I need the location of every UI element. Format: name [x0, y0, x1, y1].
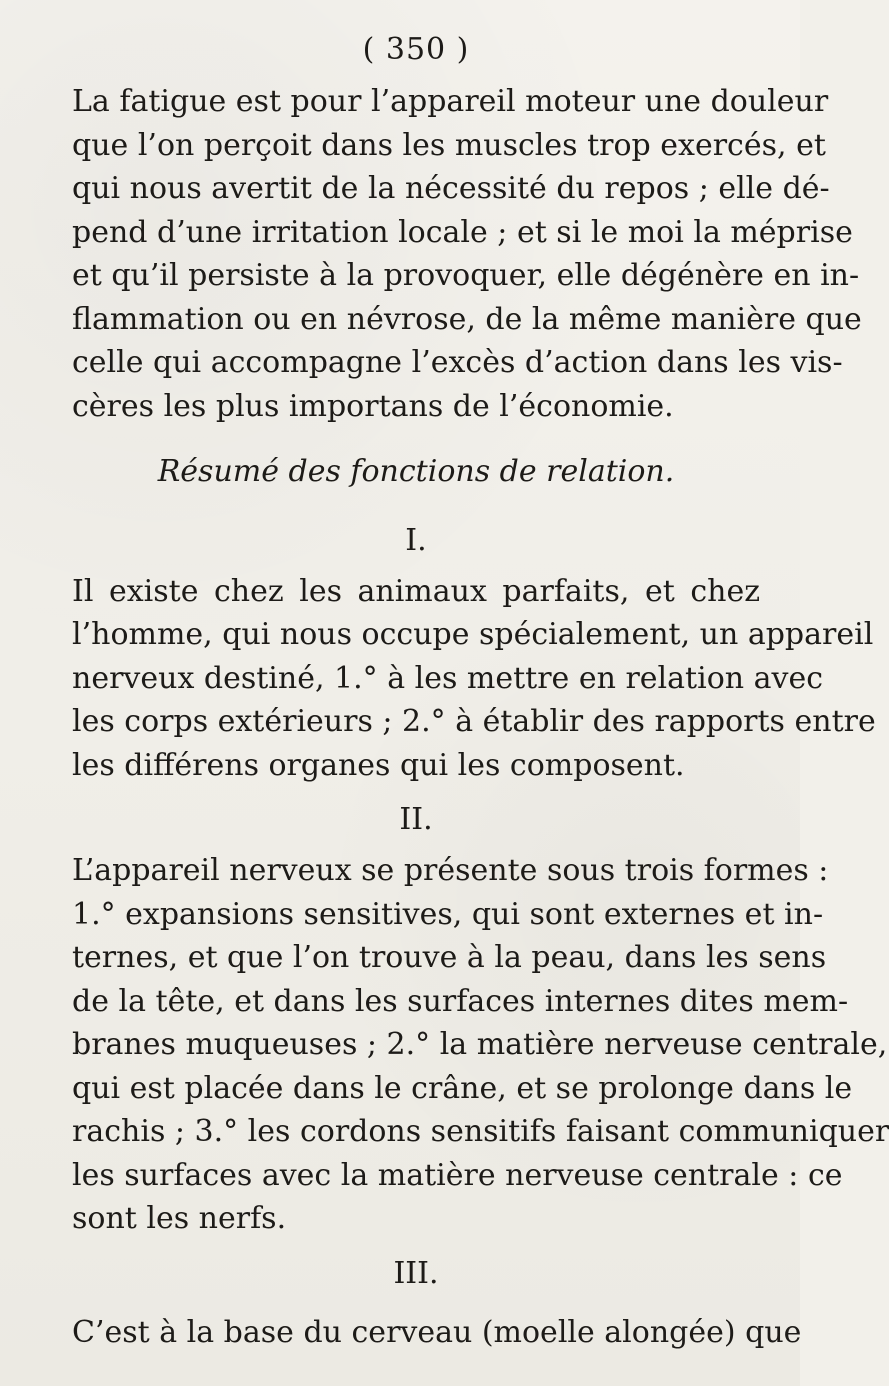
- section-ii-line-9: sont les nerfs.: [72, 1201, 287, 1236]
- intro-line-5: et qu’il persiste à la provoquer, elle dégénère en in-: [72, 258, 860, 293]
- section-numeral-iii: III.: [393, 1255, 439, 1291]
- intro-paragraph: [72, 80, 862, 428]
- section-i-line-5: les différens organes qui les composent.: [72, 747, 685, 783]
- intro-line-6: flammation ou en névrose, de la même manière que: [72, 301, 862, 337]
- section-ii-line-4: de la tête, et dans les surfaces internes dites mem-: [72, 983, 849, 1019]
- intro-line-2: que l’on perçoit dans les muscles trop exercés, et: [72, 127, 826, 163]
- section-numeral-ii: II.: [399, 802, 433, 837]
- section-numeral-i: I.: [405, 522, 427, 558]
- intro-line-8: cères les plus importans de l’économie.: [72, 388, 674, 424]
- section-ii-line-6: qui est placée dans le crâne, et se prolonge dans le: [72, 1070, 853, 1106]
- section-i-line-3: nerveux destiné, 1.° à les mettre en relation avec: [72, 660, 823, 696]
- section-i-line-2: l’homme, qui nous occupe spécialement, un appareil: [72, 617, 874, 652]
- intro-line-1: La fatigue est pour l’appareil moteur une douleur: [72, 84, 829, 119]
- section-ii-line-5: branes muqueuses ; 2.° la matière nerveuse centrale,: [72, 1027, 888, 1062]
- section-iii-paragraph: [72, 1311, 802, 1355]
- section-iii-line-1: C’est à la base du cerveau (moelle alongée) que: [72, 1314, 802, 1350]
- section-ii-line-1: L’appareil nerveux se présente sous trois formes :: [72, 853, 829, 888]
- section-i-line-1: Il existe chez les animaux parfaits, et chez: [72, 573, 760, 609]
- section-i-paragraph: [72, 570, 876, 788]
- section-ii-line-8: les surfaces avec la matière nerveuse centrale : ce: [72, 1157, 843, 1193]
- section-i-line-4: les corps extérieurs ; 2.° à établir des rapports entre: [72, 704, 876, 739]
- intro-line-3: qui nous avertit de la nécessité du repos ; elle dé-: [72, 171, 830, 206]
- section-title: Résumé des fonctions de relation.: [157, 454, 675, 489]
- section-ii-line-3: ternes, et que l’on trouve à la peau, dans les sens: [72, 940, 827, 975]
- intro-line-7: celle qui accompagne l’excès d’action dans les vis-: [72, 345, 843, 380]
- intro-line-4: pend d’une irritation locale ; et si le moi la méprise: [72, 214, 853, 250]
- section-ii-line-7: rachis ; 3.° les cordons sensitifs faisant communiquer: [72, 1114, 889, 1149]
- section-ii-paragraph: [72, 849, 889, 1241]
- page-number: ( 350 ): [362, 32, 470, 67]
- section-ii-line-2: 1.° expansions sensitives, qui sont externes et in-: [72, 896, 824, 932]
